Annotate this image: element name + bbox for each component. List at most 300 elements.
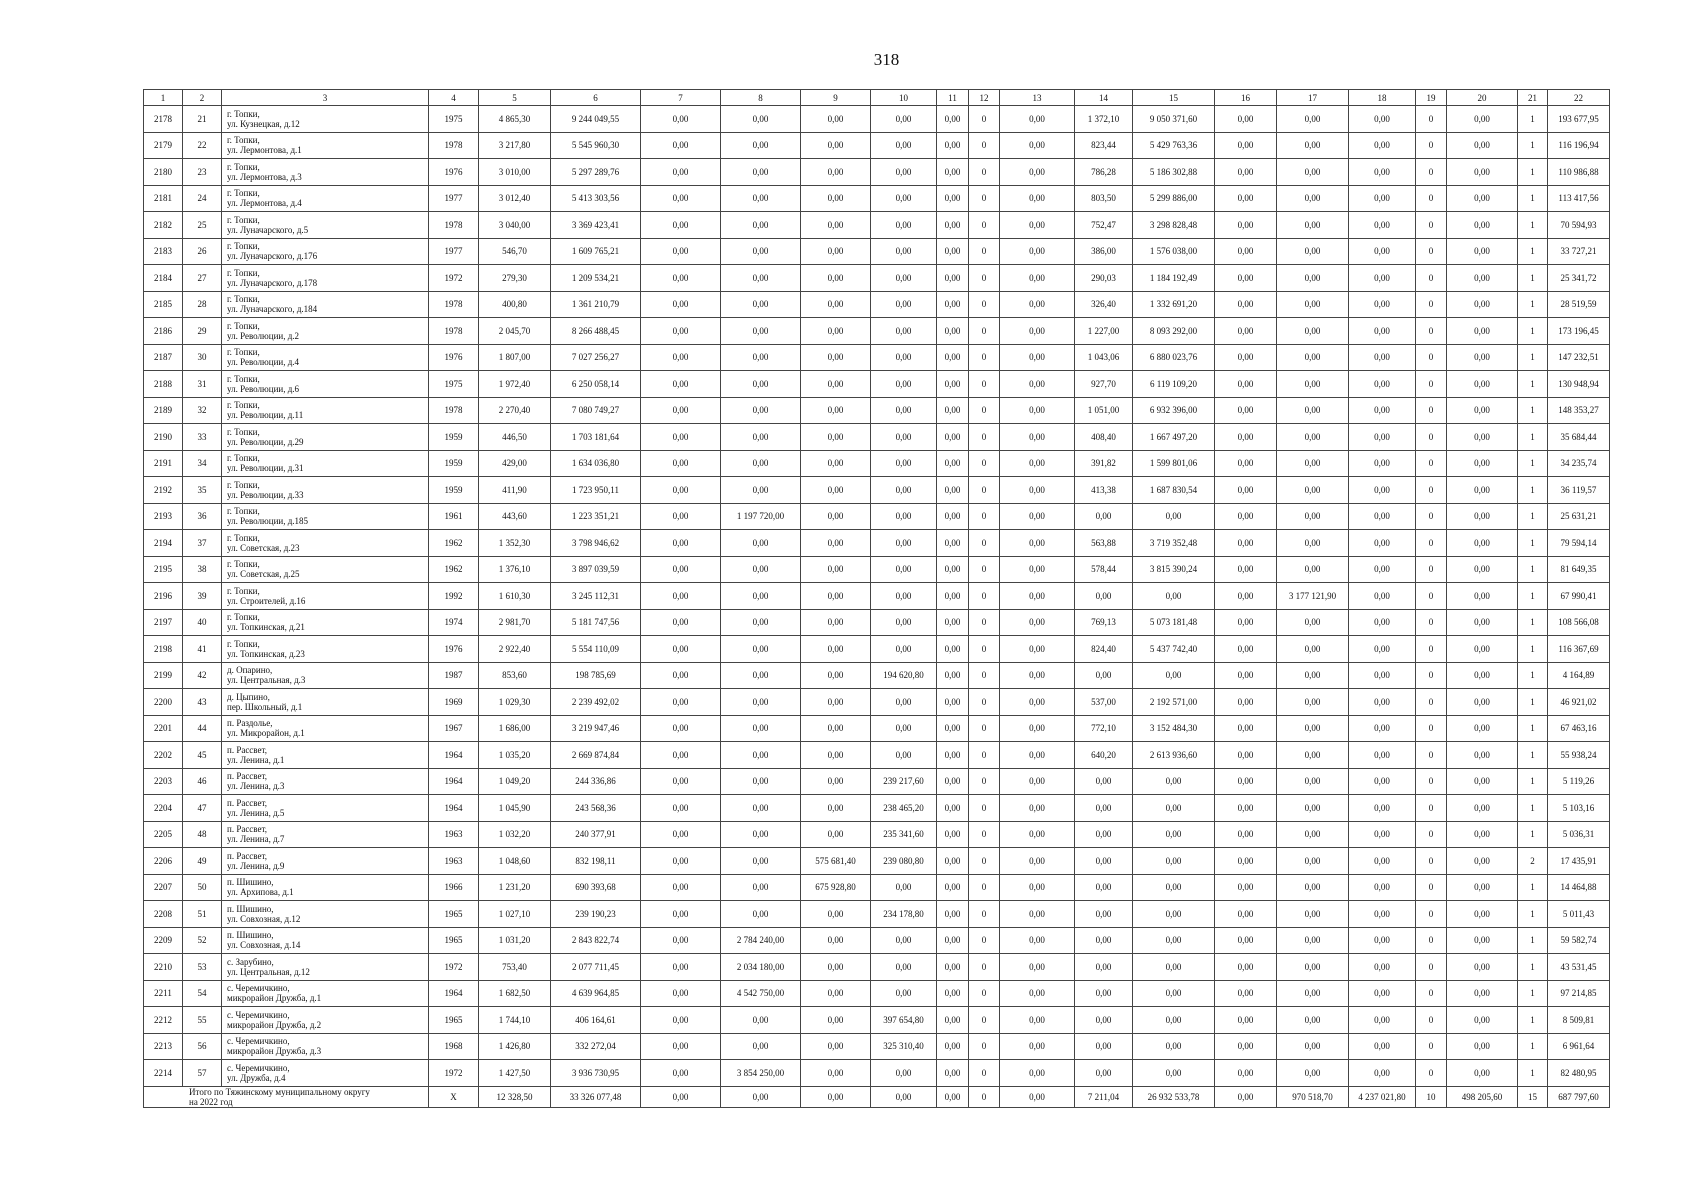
- column-header: 20: [1447, 90, 1518, 106]
- table-cell: 0,00: [1277, 636, 1349, 663]
- table-cell: 0,00: [721, 238, 801, 265]
- table-cell: 7 080 749,27: [551, 397, 641, 424]
- table-cell: 1976: [429, 344, 479, 371]
- table-cell: 1 361 210,79: [551, 291, 641, 318]
- table-cell: 148 353,27: [1548, 397, 1610, 424]
- table-cell: 2196: [144, 583, 183, 610]
- table-cell: 0,00: [937, 397, 969, 424]
- table-cell: 3 217,80: [479, 132, 551, 159]
- table-cell: 0,00: [1000, 397, 1075, 424]
- table-cell: 116 196,94: [1548, 132, 1610, 159]
- table-cell: 0,00: [1215, 318, 1277, 345]
- table-cell: 0,00: [1133, 795, 1215, 822]
- table-cell: 0,00: [1447, 265, 1518, 292]
- address-locality: с. Черемичкино,: [227, 1036, 290, 1047]
- table-cell: 1978: [429, 212, 479, 239]
- table-cell: 0,00: [871, 530, 937, 557]
- table-row: [144, 742, 1610, 769]
- table-cell: 0,00: [1277, 238, 1349, 265]
- table-cell: 6 932 396,00: [1133, 397, 1215, 424]
- address-street: ул. Дружба, д.4: [227, 1072, 286, 1083]
- table-cell: 0,00: [1215, 1060, 1277, 1087]
- total-cell: 12 328,50: [479, 1086, 551, 1107]
- table-cell: 6 250 058,14: [551, 371, 641, 398]
- table-cell: 1: [1518, 132, 1548, 159]
- table-cell: 1962: [429, 556, 479, 583]
- table-cell: 1: [1518, 477, 1548, 504]
- table-cell: 8 093 292,00: [1133, 318, 1215, 345]
- table-cell: 0: [1416, 371, 1447, 398]
- address-cell: [222, 901, 429, 928]
- table-cell: 0,00: [871, 450, 937, 477]
- table-cell: 0,00: [721, 106, 801, 133]
- table-cell: 0,00: [1075, 1007, 1133, 1034]
- table-cell: 194 620,80: [871, 662, 937, 689]
- address-cell: [222, 795, 429, 822]
- table-cell: 0,00: [1277, 742, 1349, 769]
- table-cell: 0: [969, 609, 1000, 636]
- table-cell: 0: [1416, 344, 1447, 371]
- address-locality: г. Топки,: [227, 585, 260, 596]
- address-street: ул. Луначарского, д.184: [227, 304, 318, 315]
- address-street: ул. Строителей, д.16: [227, 595, 306, 606]
- table-cell: 2178: [144, 106, 183, 133]
- table-cell: 0: [969, 503, 1000, 530]
- table-cell: 1 043,06: [1075, 344, 1133, 371]
- table-cell: 406 164,61: [551, 1007, 641, 1034]
- table-cell: 0,00: [1000, 848, 1075, 875]
- table-cell: 0,00: [801, 795, 871, 822]
- table-cell: 0,00: [1447, 450, 1518, 477]
- address-locality: г. Топки,: [227, 135, 260, 146]
- table-cell: 0,00: [1349, 689, 1416, 716]
- table-cell: 57: [183, 1060, 222, 1087]
- table-cell: 3 298 828,48: [1133, 212, 1215, 239]
- table-cell: 0,00: [1277, 371, 1349, 398]
- table-cell: 2214: [144, 1060, 183, 1087]
- table-cell: 290,03: [1075, 265, 1133, 292]
- address-street: ул. Лермонтова, д.1: [227, 145, 302, 156]
- table-cell: 0,00: [1447, 583, 1518, 610]
- address-cell: [222, 583, 429, 610]
- table-cell: 0,00: [871, 265, 937, 292]
- table-cell: 3 152 484,30: [1133, 715, 1215, 742]
- table-cell: 0,00: [1000, 106, 1075, 133]
- table-cell: 0: [969, 556, 1000, 583]
- table-cell: 0,00: [1215, 689, 1277, 716]
- table-cell: 35: [183, 477, 222, 504]
- table-cell: 9 244 049,55: [551, 106, 641, 133]
- address-locality: п. Шишино,: [227, 930, 274, 941]
- table-cell: 23: [183, 159, 222, 186]
- table-cell: 1: [1518, 397, 1548, 424]
- table-cell: 0,00: [721, 132, 801, 159]
- table-cell: 1 682,50: [479, 980, 551, 1007]
- table-cell: 55: [183, 1007, 222, 1034]
- table-cell: 3 936 730,95: [551, 1060, 641, 1087]
- table-cell: 0,00: [1349, 795, 1416, 822]
- table-cell: 0,00: [641, 848, 721, 875]
- address-locality: с. Черемичкино,: [227, 1062, 290, 1073]
- table-cell: 446,50: [479, 424, 551, 451]
- table-cell: 0,00: [641, 424, 721, 451]
- table-cell: 1 427,50: [479, 1060, 551, 1087]
- table-cell: 1 035,20: [479, 742, 551, 769]
- total-cell: 15: [1518, 1086, 1548, 1107]
- table-cell: 2207: [144, 874, 183, 901]
- table-row: [144, 238, 1610, 265]
- table-cell: 0,00: [1075, 821, 1133, 848]
- table-cell: 0,00: [1000, 556, 1075, 583]
- table-cell: 0: [1416, 848, 1447, 875]
- table-cell: 30: [183, 344, 222, 371]
- table-cell: 0,00: [721, 715, 801, 742]
- table-cell: 0,00: [721, 636, 801, 663]
- table-cell: 0,00: [1000, 742, 1075, 769]
- table-row: [144, 477, 1610, 504]
- table-cell: 2195: [144, 556, 183, 583]
- table-cell: 2206: [144, 848, 183, 875]
- table-cell: 0,00: [1349, 927, 1416, 954]
- table-cell: 0,00: [1447, 954, 1518, 981]
- table-cell: 0,00: [1349, 768, 1416, 795]
- table-cell: 1976: [429, 636, 479, 663]
- table-cell: 0,00: [801, 583, 871, 610]
- table-cell: 853,60: [479, 662, 551, 689]
- table-cell: 0,00: [1277, 954, 1349, 981]
- table-cell: 0,00: [801, 954, 871, 981]
- table-cell: 0: [969, 530, 1000, 557]
- table-cell: 173 196,45: [1548, 318, 1610, 345]
- address-locality: п. Шишино,: [227, 877, 274, 888]
- table-cell: 110 986,88: [1548, 159, 1610, 186]
- table-cell: 0,00: [1215, 477, 1277, 504]
- table-cell: 0: [969, 662, 1000, 689]
- table-cell: 0,00: [1277, 291, 1349, 318]
- table-cell: 0,00: [937, 662, 969, 689]
- table-row: [144, 556, 1610, 583]
- table-cell: 238 465,20: [871, 795, 937, 822]
- address-street: ул. Революции, д.185: [227, 516, 309, 527]
- table-cell: 0,00: [641, 503, 721, 530]
- table-cell: 0,00: [801, 344, 871, 371]
- table-cell: 0,00: [1349, 106, 1416, 133]
- column-header: 5: [479, 90, 551, 106]
- table-cell: 4 865,30: [479, 106, 551, 133]
- table-cell: 1962: [429, 530, 479, 557]
- table-cell: 0,00: [721, 1007, 801, 1034]
- table-cell: 0: [1416, 954, 1447, 981]
- table-cell: 0,00: [1349, 662, 1416, 689]
- total-label-line1: Итого по Тяжинскому муниципальному округу: [189, 1086, 370, 1097]
- table-cell: 1 703 181,64: [551, 424, 641, 451]
- table-cell: 0,00: [1133, 503, 1215, 530]
- table-cell: 0,00: [1133, 980, 1215, 1007]
- table-cell: 1: [1518, 927, 1548, 954]
- table-cell: 2 981,70: [479, 609, 551, 636]
- table-cell: 0,00: [1447, 318, 1518, 345]
- table-cell: 2203: [144, 768, 183, 795]
- table-cell: 1 048,60: [479, 848, 551, 875]
- table-cell: 243 568,36: [551, 795, 641, 822]
- address-locality: п. Раздолье,: [227, 718, 273, 729]
- table-cell: 0: [969, 344, 1000, 371]
- column-header: 6: [551, 90, 641, 106]
- table-cell: 0,00: [1447, 609, 1518, 636]
- table-cell: 0,00: [1215, 742, 1277, 769]
- table-cell: 0,00: [937, 609, 969, 636]
- table-cell: 0: [969, 397, 1000, 424]
- table-cell: 0: [1416, 212, 1447, 239]
- table-cell: 0,00: [1000, 185, 1075, 212]
- table-cell: 0,00: [641, 609, 721, 636]
- table-cell: 0,00: [641, 291, 721, 318]
- table-cell: 8 509,81: [1548, 1007, 1610, 1034]
- address-street: ул. Совхозная, д.14: [227, 940, 301, 951]
- table-cell: 0,00: [1277, 477, 1349, 504]
- table-cell: 0,00: [1215, 768, 1277, 795]
- table-cell: 1: [1518, 1007, 1548, 1034]
- table-cell: 1: [1518, 450, 1548, 477]
- table-cell: 0,00: [801, 212, 871, 239]
- table-cell: 0,00: [1447, 371, 1518, 398]
- table-cell: 0,00: [1277, 1060, 1349, 1087]
- table-cell: 0,00: [1277, 450, 1349, 477]
- table-cell: 0: [969, 848, 1000, 875]
- table-row: [144, 291, 1610, 318]
- table-cell: 1976: [429, 159, 479, 186]
- table-cell: 28 519,59: [1548, 291, 1610, 318]
- table-row: [144, 185, 1610, 212]
- table-cell: 0,00: [1000, 927, 1075, 954]
- table-cell: 772,10: [1075, 715, 1133, 742]
- column-header: 1: [144, 90, 183, 106]
- table-row: [144, 901, 1610, 928]
- table-cell: 2 192 571,00: [1133, 689, 1215, 716]
- table-cell: 1978: [429, 318, 479, 345]
- table-cell: 0,00: [1277, 901, 1349, 928]
- address-street: ул. Кузнецкая, д.12: [227, 118, 300, 129]
- table-cell: 0,00: [641, 159, 721, 186]
- table-cell: 53: [183, 954, 222, 981]
- table-cell: 3 854 250,00: [721, 1060, 801, 1087]
- table-cell: 0,00: [937, 450, 969, 477]
- table-cell: 0,00: [1215, 132, 1277, 159]
- table-cell: 0: [969, 715, 1000, 742]
- table-cell: 0,00: [937, 106, 969, 133]
- total-cell: 33 326 077,48: [551, 1086, 641, 1107]
- table-cell: 0,00: [1133, 1007, 1215, 1034]
- table-cell: 0,00: [1447, 397, 1518, 424]
- table-cell: 0,00: [1277, 185, 1349, 212]
- table-row: [144, 609, 1610, 636]
- table-cell: 56: [183, 1033, 222, 1060]
- address-locality: г. Топки,: [227, 506, 260, 517]
- table-cell: 0: [969, 132, 1000, 159]
- table-cell: 1959: [429, 424, 479, 451]
- table-cell: 1975: [429, 106, 479, 133]
- table-cell: 1 609 765,21: [551, 238, 641, 265]
- address-cell: [222, 609, 429, 636]
- table-cell: 0,00: [1349, 185, 1416, 212]
- table-cell: 5 073 181,48: [1133, 609, 1215, 636]
- table-cell: 0,00: [1000, 477, 1075, 504]
- address-locality: п. Рассвет,: [227, 797, 268, 808]
- table-cell: 41: [183, 636, 222, 663]
- table-cell: 0,00: [1133, 901, 1215, 928]
- table-cell: 25: [183, 212, 222, 239]
- table-cell: 0,00: [1000, 795, 1075, 822]
- table-cell: 3 719 352,48: [1133, 530, 1215, 557]
- table-cell: 413,38: [1075, 477, 1133, 504]
- column-header: 15: [1133, 90, 1215, 106]
- table-cell: 411,90: [479, 477, 551, 504]
- table-cell: 3 177 121,90: [1277, 583, 1349, 610]
- table-cell: 0,00: [721, 344, 801, 371]
- table-cell: 34 235,74: [1548, 450, 1610, 477]
- table-cell: 0,00: [937, 715, 969, 742]
- table-row: [144, 503, 1610, 530]
- table-cell: 0: [1416, 238, 1447, 265]
- table-cell: 0: [1416, 159, 1447, 186]
- column-header: 10: [871, 90, 937, 106]
- total-label: [144, 1086, 429, 1107]
- table-cell: 0: [969, 1007, 1000, 1034]
- address-locality: г. Топки,: [227, 479, 260, 490]
- table-cell: 0,00: [1447, 556, 1518, 583]
- table-cell: 32: [183, 397, 222, 424]
- address-locality: г. Топки,: [227, 188, 260, 199]
- table-cell: 332 272,04: [551, 1033, 641, 1060]
- table-cell: 0,00: [871, 1060, 937, 1087]
- table-cell: 0,00: [1215, 371, 1277, 398]
- table-cell: 0,00: [801, 318, 871, 345]
- table-cell: 46: [183, 768, 222, 795]
- table-cell: 1: [1518, 344, 1548, 371]
- table-cell: 640,20: [1075, 742, 1133, 769]
- table-cell: 0,00: [1133, 874, 1215, 901]
- address-cell: [222, 106, 429, 133]
- table-cell: 0: [969, 291, 1000, 318]
- table-cell: 2209: [144, 927, 183, 954]
- table-cell: 537,00: [1075, 689, 1133, 716]
- table-cell: 0: [1416, 556, 1447, 583]
- table-cell: 2 669 874,84: [551, 742, 641, 769]
- table-cell: 0,00: [1447, 768, 1518, 795]
- table-cell: 0,00: [1000, 583, 1075, 610]
- table-cell: 0,00: [1277, 556, 1349, 583]
- table-cell: 0,00: [801, 106, 871, 133]
- table-cell: 244 336,86: [551, 768, 641, 795]
- table-cell: 50: [183, 874, 222, 901]
- table-cell: 3 219 947,46: [551, 715, 641, 742]
- table-cell: 0: [969, 106, 1000, 133]
- table-row: [144, 821, 1610, 848]
- table-cell: 0,00: [801, 397, 871, 424]
- table-cell: 39: [183, 583, 222, 610]
- total-label-line2: на 2022 год: [189, 1096, 233, 1107]
- table-cell: 0,00: [641, 768, 721, 795]
- table-cell: 1992: [429, 583, 479, 610]
- address-cell: [222, 980, 429, 1007]
- table-cell: 0,00: [937, 848, 969, 875]
- address-street: микрорайон Дружба, д.2: [227, 1019, 322, 1030]
- table-cell: 235 341,60: [871, 821, 937, 848]
- address-street: ул. Ленина, д.9: [227, 860, 285, 871]
- total-cell: 7 211,04: [1075, 1086, 1133, 1107]
- table-cell: 0,00: [1277, 424, 1349, 451]
- table-cell: 1: [1518, 424, 1548, 451]
- table-cell: 0,00: [871, 238, 937, 265]
- table-cell: 0,00: [1215, 848, 1277, 875]
- table-cell: 0,00: [641, 530, 721, 557]
- table-cell: 0,00: [1277, 662, 1349, 689]
- table-cell: 0: [1416, 821, 1447, 848]
- table-cell: 1: [1518, 265, 1548, 292]
- table-cell: 67 463,16: [1548, 715, 1610, 742]
- table-cell: 0: [969, 689, 1000, 716]
- table-cell: 0,00: [721, 424, 801, 451]
- table-cell: 0,00: [721, 901, 801, 928]
- table-cell: 0,00: [1349, 477, 1416, 504]
- address-locality: д. Опарино,: [227, 665, 273, 676]
- table-cell: 0,00: [1215, 874, 1277, 901]
- table-cell: 70 594,93: [1548, 212, 1610, 239]
- table-cell: 2198: [144, 636, 183, 663]
- table-cell: 0: [1416, 927, 1447, 954]
- table-cell: 130 948,94: [1548, 371, 1610, 398]
- table-cell: 0: [969, 450, 1000, 477]
- table-cell: 1967: [429, 715, 479, 742]
- address-street: ул. Луначарского, д.176: [227, 251, 318, 262]
- table-cell: 1 031,20: [479, 927, 551, 954]
- table-cell: 0,00: [721, 291, 801, 318]
- table-cell: 0,00: [1447, 159, 1518, 186]
- table-cell: 0,00: [1000, 1033, 1075, 1060]
- table-cell: 37: [183, 530, 222, 557]
- table-cell: 1978: [429, 132, 479, 159]
- table-cell: 0,00: [1447, 530, 1518, 557]
- table-cell: 5 011,43: [1548, 901, 1610, 928]
- table-cell: 1987: [429, 662, 479, 689]
- table-cell: 1959: [429, 450, 479, 477]
- table-cell: 0: [1416, 795, 1447, 822]
- table-cell: 1969: [429, 689, 479, 716]
- table-cell: 6 880 023,76: [1133, 344, 1215, 371]
- table-cell: 5 437 742,40: [1133, 636, 1215, 663]
- table-cell: 0,00: [871, 689, 937, 716]
- table-row: [144, 212, 1610, 239]
- table-cell: 0,00: [871, 980, 937, 1007]
- table-cell: 1965: [429, 1007, 479, 1034]
- table-header: [144, 90, 1610, 106]
- table-cell: 0,00: [721, 450, 801, 477]
- table-cell: 0,00: [1447, 1033, 1518, 1060]
- table-cell: 1 029,30: [479, 689, 551, 716]
- table-cell: 0,00: [1000, 450, 1075, 477]
- table-cell: 0,00: [721, 848, 801, 875]
- address-cell: [222, 1007, 429, 1034]
- table-cell: 0,00: [937, 795, 969, 822]
- table-cell: 2 270,40: [479, 397, 551, 424]
- column-header: 9: [801, 90, 871, 106]
- table-cell: 0,00: [1447, 821, 1518, 848]
- table-cell: 29: [183, 318, 222, 345]
- total-cell: 0: [969, 1086, 1000, 1107]
- table-cell: 0,00: [801, 901, 871, 928]
- address-cell: [222, 1060, 429, 1087]
- table-cell: 0,00: [801, 1007, 871, 1034]
